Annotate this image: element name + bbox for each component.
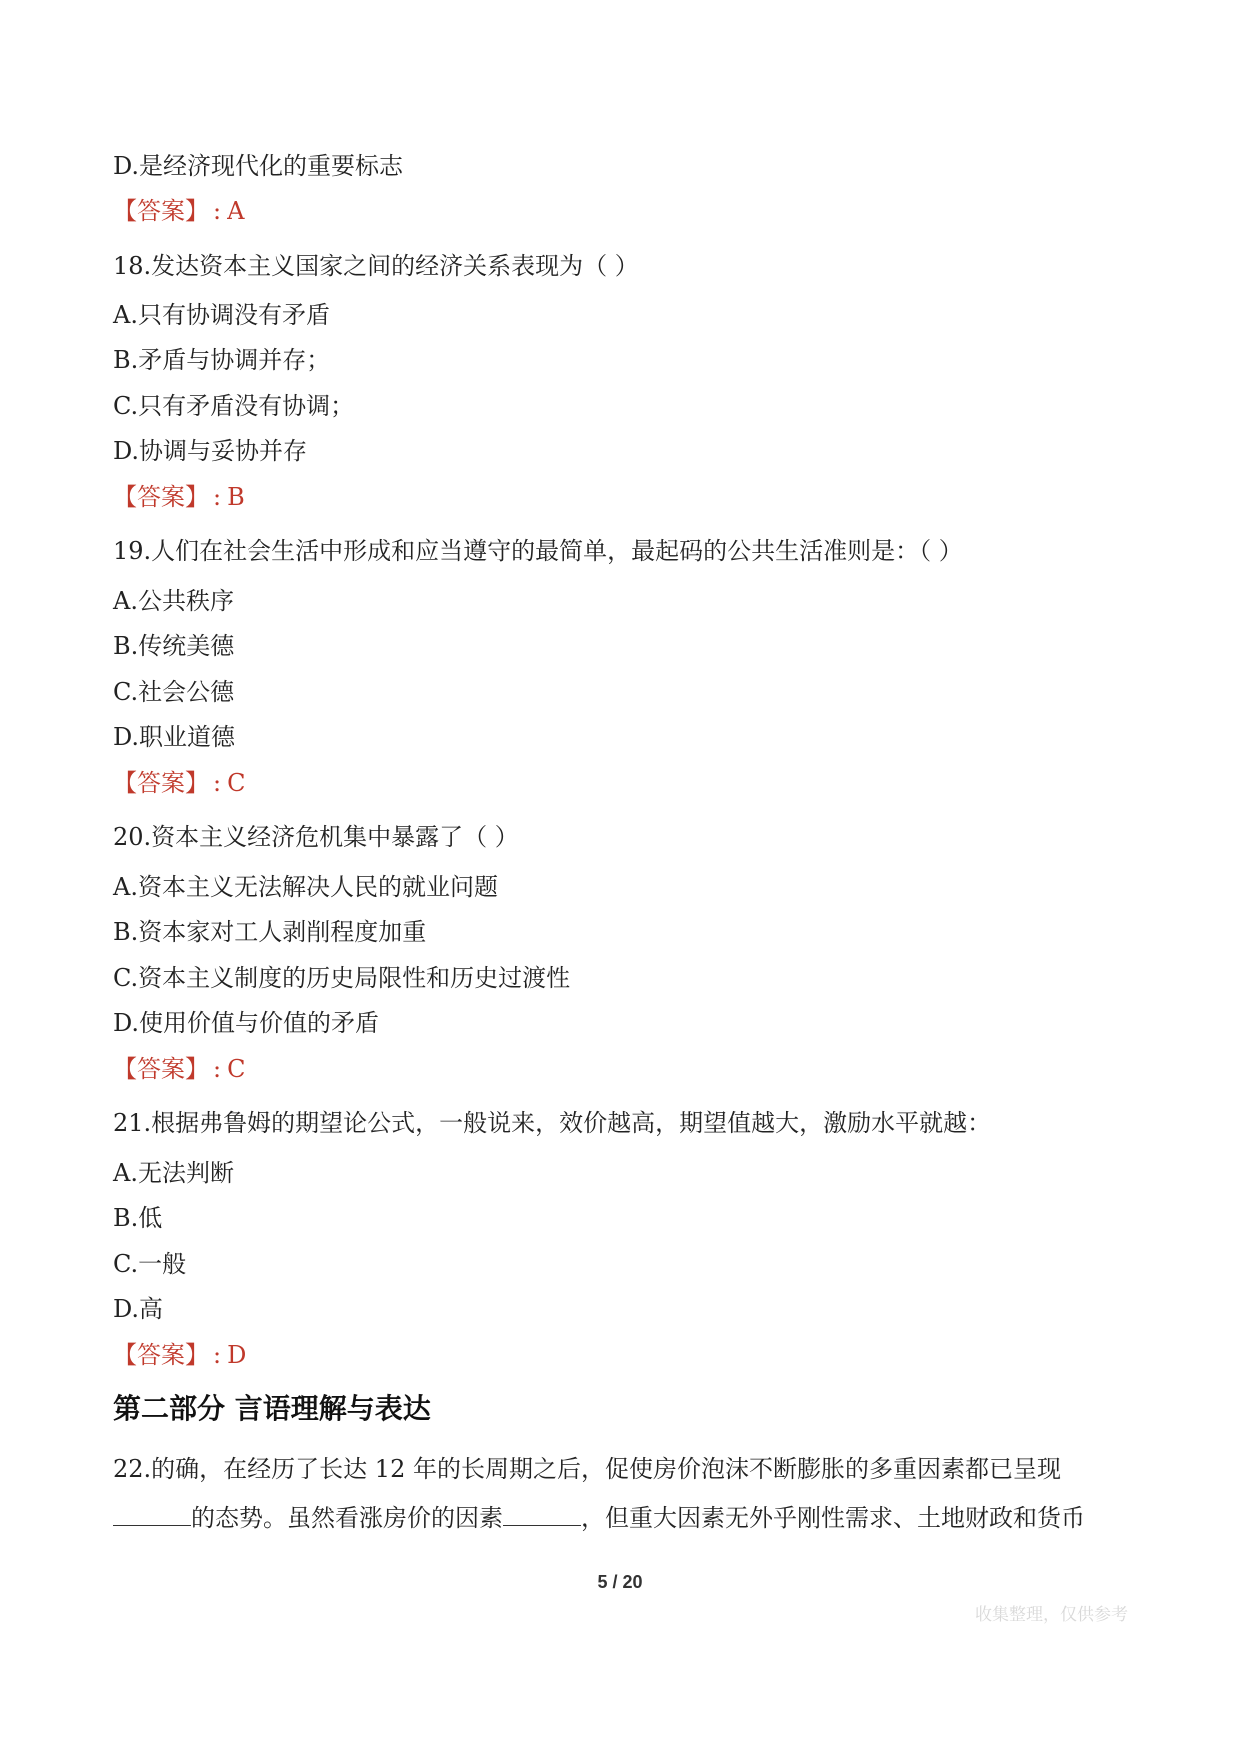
q19-option-d: D.职业道德 [113,723,236,751]
q18-option-d: D.协调与妥协并存 [113,437,308,465]
page-number: 5 / 20 [597,1572,643,1592]
q17-option-d: D.是经济现代化的重要标志 [113,152,404,180]
q21-option-c: C.一般 [113,1250,187,1278]
q20-option-d: D.使用价值与价值的矛盾 [113,1009,380,1037]
q19-option-c: C.社会公德 [113,678,235,706]
answer-value: D [227,1341,247,1369]
q21-question: 21.根据弗鲁姆的期望论公式，一般说来，效价越高，期望值越大，激励水平就越： [113,1109,992,1137]
q18-answer [113,481,245,513]
q18-question: 18.发达资本主义国家之间的经济关系表现为（ ） [113,252,639,280]
q18-option-c: C.只有矛盾没有协调； [113,392,355,420]
q20-answer [113,1053,245,1085]
q19-option-a: A.公共秩序 [113,587,234,615]
answer-value: C [227,1055,246,1083]
q18-option-a: A.只有协调没有矛盾 [113,301,330,329]
answer-label: 【答案】 [113,769,209,797]
q21-option-a: A.无法判断 [113,1159,234,1187]
q21-answer [113,1339,246,1371]
answer-separator: : [213,769,222,797]
q19-option-b: B.传统美德 [113,632,235,660]
q22-text-part-b: ，但重大因素无外乎刚性需求、土地财政和货币 [581,1504,1085,1532]
answer-label: 【答案】 [113,1341,209,1369]
q17-answer [113,195,244,227]
answer-value: A [227,197,245,225]
answer-label: 【答案】 [113,197,209,225]
q21-option-b: B.低 [113,1204,163,1232]
section-title: 第二部分 言语理解与表达 [113,1392,431,1425]
answer-value: C [227,769,246,797]
answer-separator: : [213,1341,222,1369]
answer-label: 【答案】 [113,1055,209,1083]
q20-option-c: C.资本主义制度的历史局限性和历史过渡性 [113,964,571,992]
answer-separator: : [213,1055,222,1083]
q20-option-b: B.资本家对工人剥削程度加重 [113,918,427,946]
answer-value: B [227,483,245,511]
fill-blank [503,1503,581,1526]
q21-option-d: D.高 [113,1295,164,1323]
fill-blank [113,1503,191,1526]
answer-separator: : [213,483,222,511]
q18-option-b: B.矛盾与协调并存； [113,346,331,374]
q20-option-a: A.资本主义无法解决人民的就业问题 [113,873,498,901]
footer-watermark: 收集整理，仅供参考 [975,1605,1128,1625]
q19-answer [113,767,245,799]
q22-question-line-1: 22.的确，在经历了长达 12 年的长周期之后，促使房价泡沫不断膨胀的多重因素都已呈现 [113,1455,1061,1483]
answer-label: 【答案】 [113,483,209,511]
q19-question: 19.人们在社会生活中形成和应当遵守的最简单，最起码的公共生活准则是：（ ） [113,537,963,565]
q22-text-part-a: 的态势。虽然看涨房价的因素 [191,1504,503,1532]
answer-separator: : [213,197,222,225]
q22-question-line-2 [113,1502,1085,1534]
q20-question: 20.资本主义经济危机集中暴露了（ ） [113,823,519,851]
